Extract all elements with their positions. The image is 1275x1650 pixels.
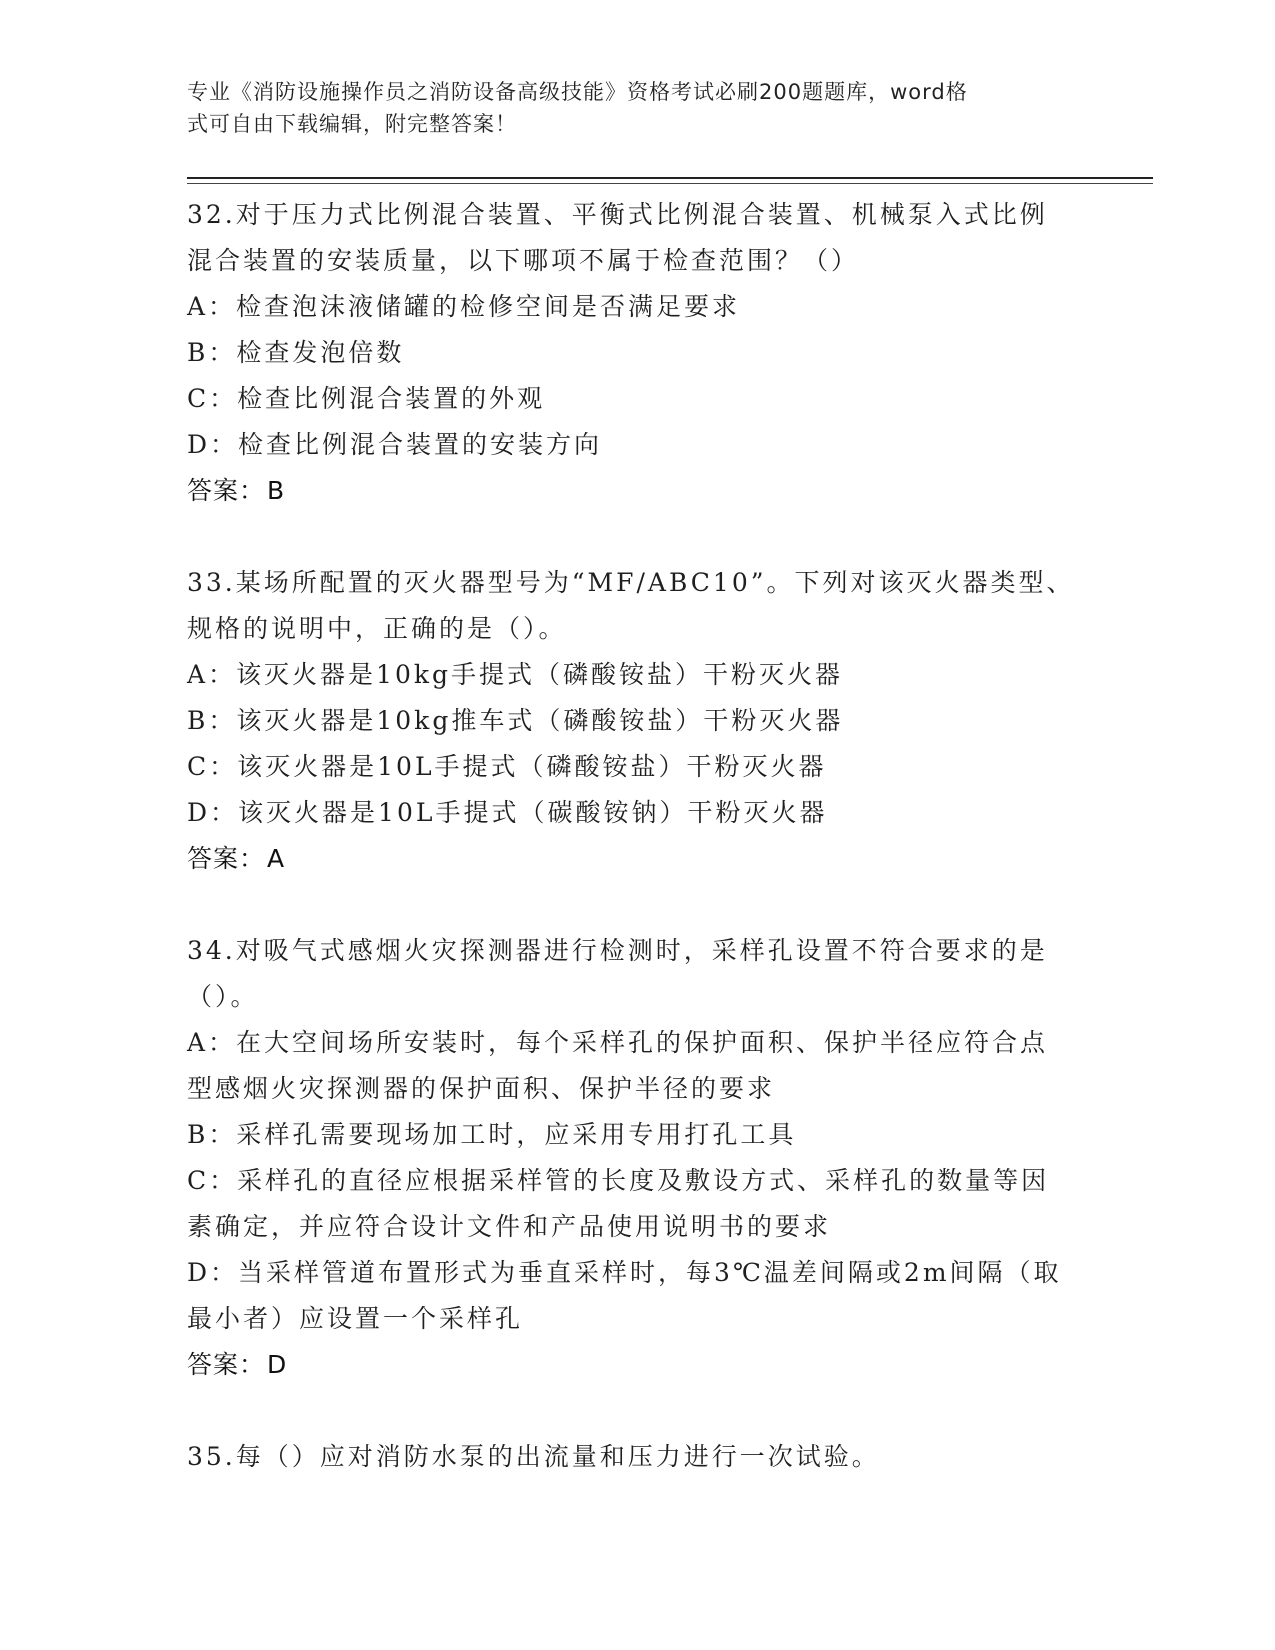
answer-label: 答案： xyxy=(187,844,266,873)
question-stem-line: 规格的说明中，正确的是（）。 xyxy=(187,614,567,643)
option-b: B：该灭火器是10kg推车式（磷酸铵盐）干粉灭火器 xyxy=(187,706,844,735)
answer-value: D xyxy=(267,1350,288,1379)
option-a: A：检查泡沫液储罐的检修空间是否满足要求 xyxy=(187,292,741,321)
header-line-2: 式可自由下载编辑，附完整答案！ xyxy=(187,112,517,136)
answer-value: A xyxy=(267,844,286,873)
question-33 xyxy=(187,560,1087,882)
option-c-continued: 素确定，并应符合设计文件和产品使用说明书的要求 xyxy=(187,1212,832,1241)
question-35 xyxy=(187,1434,1087,1480)
answer-value: B xyxy=(267,476,286,505)
question-34 xyxy=(187,928,1087,1388)
question-spacer xyxy=(187,1388,1087,1434)
question-stem-line: （）。 xyxy=(187,982,259,1011)
option-c: C：检查比例混合装置的外观 xyxy=(187,384,546,413)
document-header xyxy=(187,76,1087,140)
option-d: D：当采样管道布置形式为垂直采样时，每3℃温差间隔或2m间隔（取 xyxy=(187,1258,1062,1287)
option-b: B：采样孔需要现场加工时，应采用专用打孔工具 xyxy=(187,1120,797,1149)
header-line-1: 专业《消防设施操作员之消防设备高级技能》资格考试必刷200题题库，word格 xyxy=(187,80,968,104)
question-spacer xyxy=(187,882,1087,928)
question-stem-line: 34.对吸气式感烟火灾探测器进行检测时，采样孔设置不符合要求的是 xyxy=(187,936,1048,965)
answer-line xyxy=(187,1342,1087,1388)
answer-line xyxy=(187,836,1087,882)
option-c: C：该灭火器是10L手提式（磷酸铵盐）干粉灭火器 xyxy=(187,752,827,781)
answer-label: 答案： xyxy=(187,476,266,505)
question-stem-line: 33.某场所配置的灭火器型号为“MF/ABC10”。下列对该灭火器类型、 xyxy=(187,568,1075,597)
option-b: B：检查发泡倍数 xyxy=(187,338,405,367)
question-stem-line: 35.每（）应对消防水泵的出流量和压力进行一次试验。 xyxy=(187,1442,880,1471)
option-d: D：该灭火器是10L手提式（碳酸铵钠）干粉灭火器 xyxy=(187,798,828,827)
question-list xyxy=(187,192,1087,1480)
option-a: A：在大空间场所安装时，每个采样孔的保护面积、保护半径应符合点 xyxy=(187,1028,1049,1057)
option-a: A：该灭火器是10kg手提式（磷酸铵盐）干粉灭火器 xyxy=(187,660,844,689)
question-spacer xyxy=(187,514,1087,560)
option-d: D：检查比例混合装置的安装方向 xyxy=(187,430,603,459)
option-d-continued: 最小者）应设置一个采样孔 xyxy=(187,1304,524,1333)
option-a-continued: 型感烟火灾探测器的保护面积、保护半径的要求 xyxy=(187,1074,776,1103)
question-stem-line: 混合装置的安装质量，以下哪项不属于检查范围？（） xyxy=(187,246,860,275)
question-stem-line: 32.对于压力式比例混合装置、平衡式比例混合装置、机械泵入式比例 xyxy=(187,200,1048,229)
question-32 xyxy=(187,192,1087,514)
header-divider-thin xyxy=(187,183,1153,184)
answer-label: 答案： xyxy=(187,1350,266,1379)
option-c: C：采样孔的直径应根据采样管的长度及敷设方式、采样孔的数量等因 xyxy=(187,1166,1050,1195)
header-divider-thick xyxy=(187,177,1153,179)
answer-line xyxy=(187,468,1087,514)
